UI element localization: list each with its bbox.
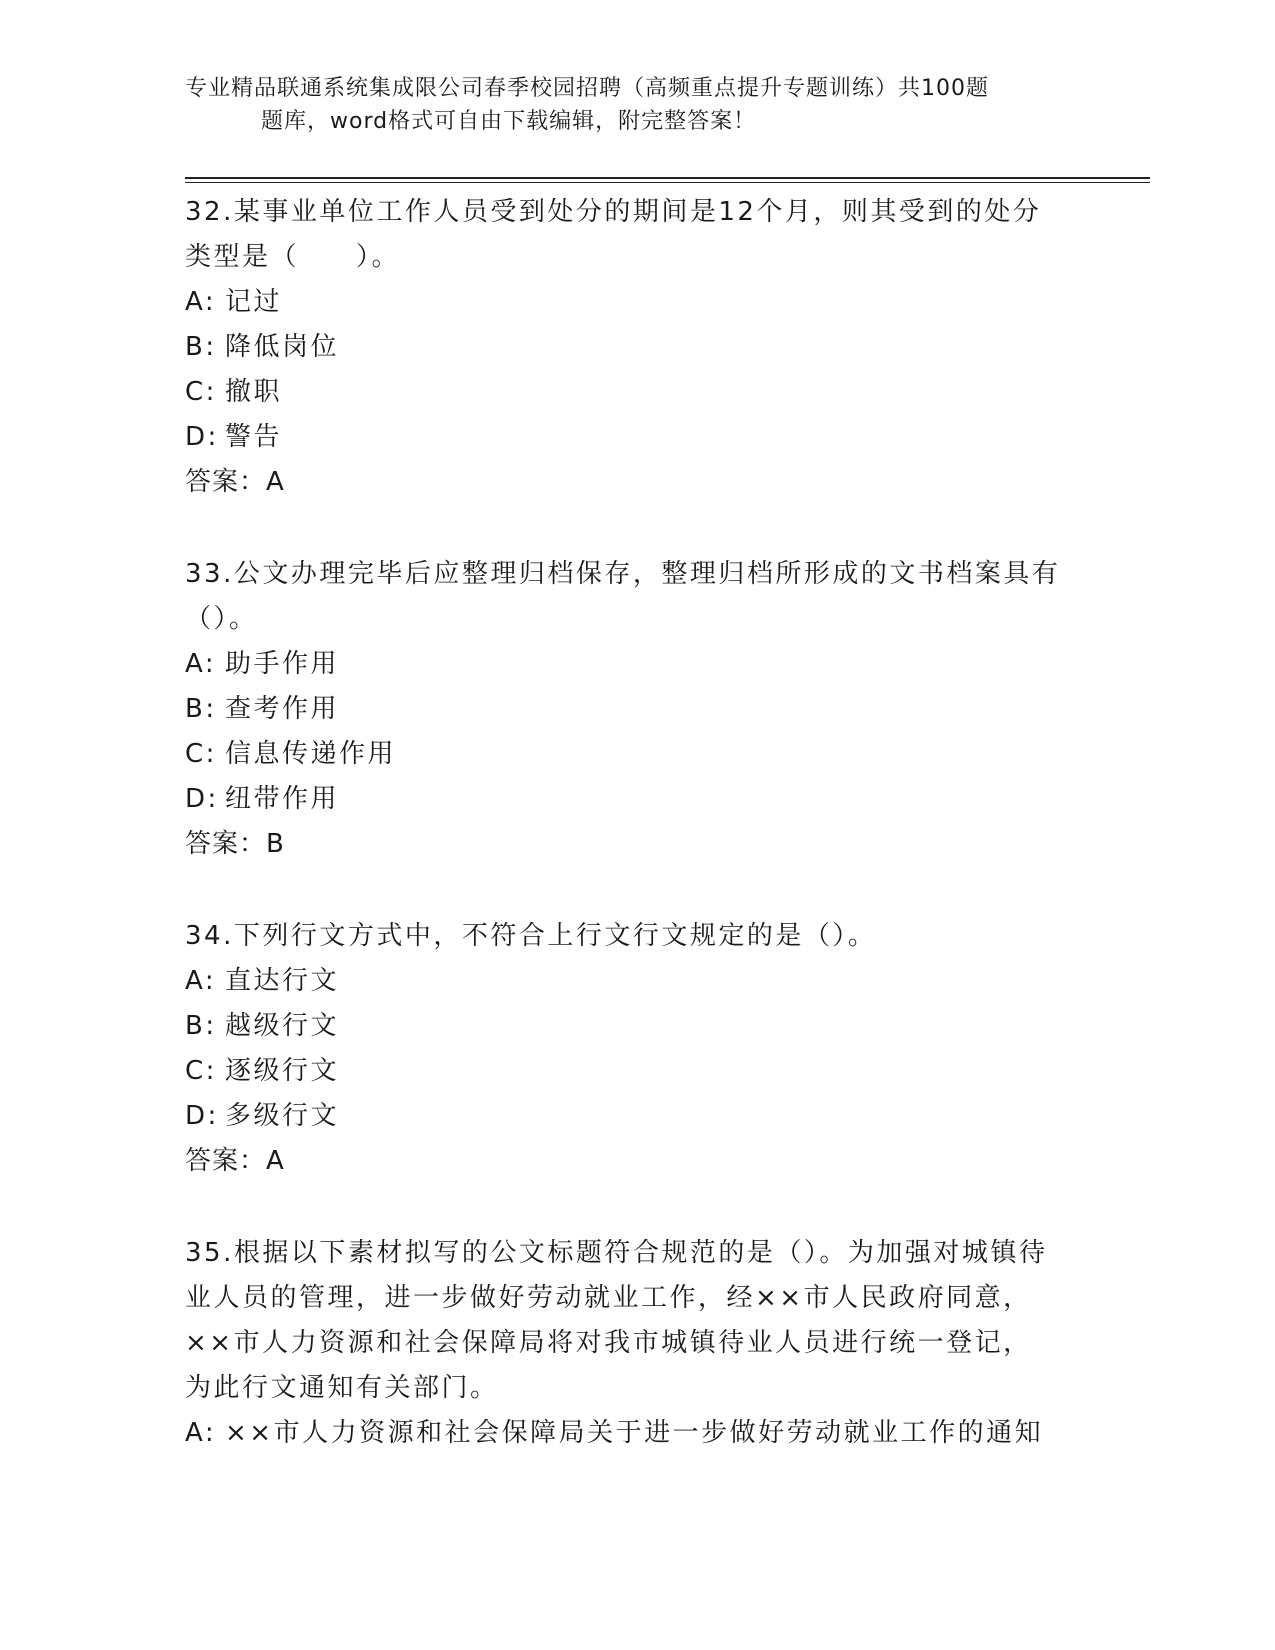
option-text: 越级行文 [225, 1011, 340, 1041]
header-line-1: 专业精品联通系统集成限公司春季校园招聘（高频重点提升专题训练）共100题 [185, 76, 989, 101]
option-key: C: [185, 1056, 217, 1086]
answer-line: 答案：B [185, 829, 285, 859]
option-key: A: [185, 1418, 217, 1448]
option-d [185, 1094, 1085, 1139]
option-key: A: [185, 287, 217, 317]
question-34 [185, 914, 1085, 1184]
question-stem-line: 33.公文办理完毕后应整理归档保存，整理归档所形成的文书档案具有 [185, 559, 1061, 589]
header-rule-thick [185, 177, 1150, 179]
option-key: A: [185, 966, 217, 996]
option-text: 纽带作用 [225, 784, 340, 814]
option-key: B: [185, 332, 217, 362]
option-key: B: [185, 694, 217, 724]
question-list [185, 190, 1085, 1456]
option-text: 查考作用 [225, 694, 340, 724]
option-c [185, 1049, 1085, 1094]
option-text: 警告 [225, 422, 283, 452]
option-c [185, 370, 1085, 415]
question-stem-line: （）。 [185, 604, 258, 634]
header-rule-thin [185, 182, 1150, 183]
option-text: 信息传递作用 [225, 739, 397, 769]
document-header [185, 72, 1065, 138]
option-text: 助手作用 [225, 649, 340, 679]
question-stem-line: 业人员的管理，进一步做好劳动就业工作，经××市人民政府同意， [185, 1283, 1032, 1313]
question-33 [185, 552, 1085, 867]
option-b [185, 325, 1085, 370]
option-text: 降低岗位 [225, 332, 340, 362]
option-key: C: [185, 377, 217, 407]
question-stem-line: 35.根据以下素材拟写的公文标题符合规范的是（）。为加强对城镇待 [185, 1238, 1048, 1268]
answer-line: 答案：A [185, 1146, 285, 1176]
option-a [185, 959, 1085, 1004]
question-stem-line: 34.下列行文方式中，不符合上行文行文规定的是（）。 [185, 921, 877, 951]
question-stem-line: 类型是（ ）。 [185, 242, 401, 272]
option-key: D: [185, 1101, 219, 1131]
option-d [185, 777, 1085, 822]
option-a [185, 1411, 1085, 1456]
option-key: D: [185, 784, 219, 814]
option-text: 直达行文 [225, 966, 340, 996]
question-35 [185, 1231, 1085, 1456]
option-key: A: [185, 649, 217, 679]
option-c [185, 732, 1085, 777]
question-stem-line: ××市人力资源和社会保障局将对我市城镇待业人员进行统一登记， [185, 1328, 1032, 1358]
option-text: 逐级行文 [225, 1056, 340, 1086]
option-key: C: [185, 739, 217, 769]
header-line-2: 题库，word格式可自由下载编辑，附完整答案！ [261, 109, 757, 134]
option-a [185, 642, 1085, 687]
option-b [185, 687, 1085, 732]
option-a [185, 280, 1085, 325]
option-b [185, 1004, 1085, 1049]
question-stem-line: 32.某事业单位工作人员受到处分的期间是12个月，则其受到的处分 [185, 197, 1042, 227]
option-text: 多级行文 [225, 1101, 340, 1131]
answer-line: 答案：A [185, 467, 285, 497]
option-key: D: [185, 422, 219, 452]
question-stem-line: 为此行文通知有关部门。 [185, 1373, 499, 1403]
option-text: 记过 [225, 287, 283, 317]
option-key: B: [185, 1011, 217, 1041]
question-32 [185, 190, 1085, 505]
option-d [185, 415, 1085, 460]
option-text: 撤职 [225, 377, 283, 407]
option-text: ××市人力资源和社会保障局关于进一步做好劳动就业工作的通知 [225, 1418, 1044, 1448]
